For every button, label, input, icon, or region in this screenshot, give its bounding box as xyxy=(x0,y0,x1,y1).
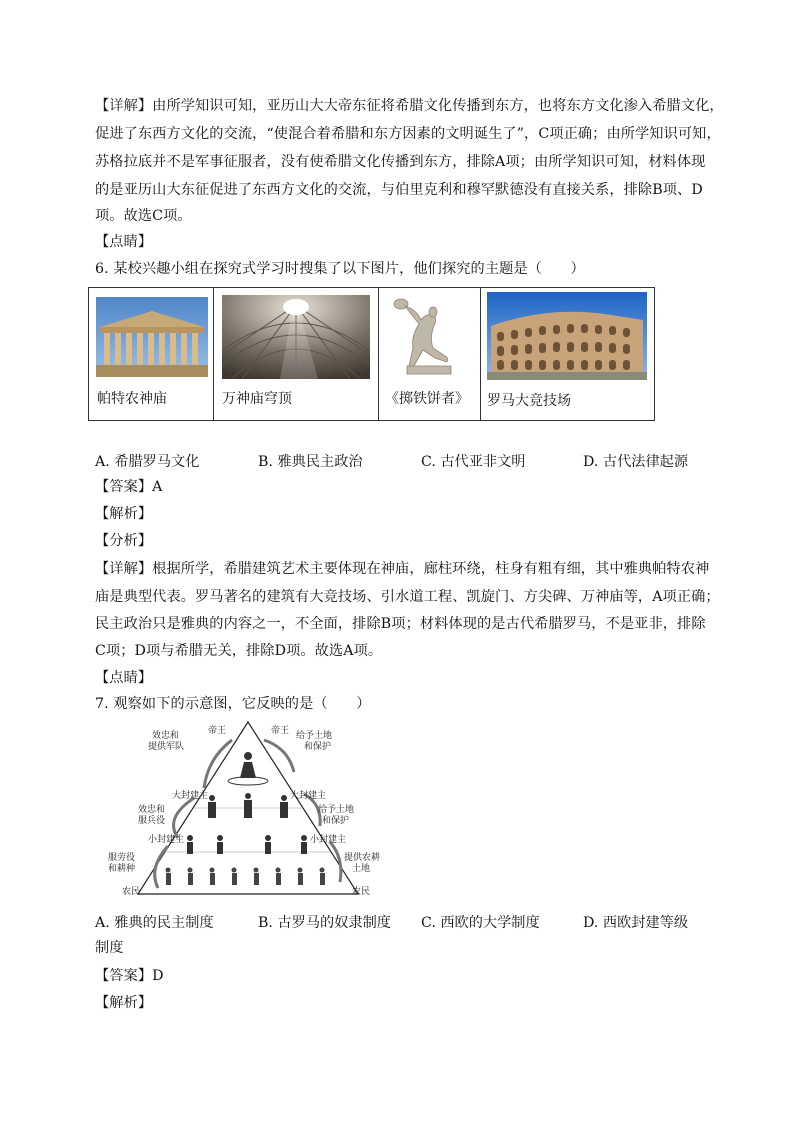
q7-stem: 7. 观察如下的示意图，它反映的是（ ） xyxy=(95,696,371,712)
q5-detail-line-4: 的是亚历山大东征促进了东西方文化的交流，与伯里克利和穆罕默德没有直接关系，排除B项、D xyxy=(95,182,703,198)
label-l1a: 效忠和 xyxy=(152,731,180,741)
q6-detail-line-1 xyxy=(95,559,709,579)
label-big-left: 大封建主 xyxy=(172,791,209,801)
q6-option-a[interactable]: A. 希腊罗马文化 xyxy=(95,454,200,470)
q6-stem: 6. 某校兴趣小组在探究式学习时搜集了以下图片，他们探究的主题是（ ） xyxy=(95,261,585,277)
label-small-left: 小封建主 xyxy=(148,835,185,845)
label-l2a: 效忠和 xyxy=(138,805,166,815)
detail-tag: 【详解】 xyxy=(95,98,153,114)
label-big-right: 大封建主 xyxy=(290,791,327,801)
caption-discobolus: 《掷铁饼者》 xyxy=(385,391,469,407)
q7-option-d-wrap: 制度 xyxy=(95,940,124,956)
q6-option-d[interactable]: D. 古代法律起源 xyxy=(583,454,689,470)
label-king-right: 帝王 xyxy=(271,726,290,736)
q5-comment-tag: 【点睛】 xyxy=(95,234,153,250)
discobolus-statue-image xyxy=(389,294,469,378)
caption-parthenon: 帕特农神庙 xyxy=(97,391,167,407)
answer-tag: 【答案】 xyxy=(95,968,153,984)
label-small-right: 小封建主 xyxy=(310,835,347,845)
picture-cell-colosseum xyxy=(481,288,654,420)
q5-detail-line-3: 苏格拉底并不是军事征服者，没有使希腊文化传播到东方，排除A项；由所学知识可知，材料体现 xyxy=(95,154,706,170)
label-l2b: 服兵役 xyxy=(138,816,166,826)
label-l3b: 和耕种 xyxy=(108,864,136,874)
picture-cell-parthenon xyxy=(89,288,214,420)
peasant-figures xyxy=(166,868,326,886)
label-king-left: 帝王 xyxy=(208,726,227,736)
q5-detail-line-5: 项。故选C项。 xyxy=(95,208,192,224)
pantheon-dome-image xyxy=(222,295,370,379)
label-peasant-right: 农民 xyxy=(352,887,371,897)
label-r1a: 给予土地 xyxy=(296,731,333,741)
q6-detail-line-3: 民主政治只是雅典的内容之一，不全面，排除B项；材料体现的是古代希腊罗马，不是亚非，排除 xyxy=(95,616,706,632)
label-r3a: 提供农耕 xyxy=(344,853,381,863)
label-r3b: 土地 xyxy=(352,864,371,874)
q6-option-b[interactable]: B. 雅典民主政治 xyxy=(258,454,363,470)
label-peasant-left: 农民 xyxy=(122,887,141,897)
great-lord-figures xyxy=(208,793,288,818)
q7-option-a[interactable]: A. 雅典的民主制度 xyxy=(95,915,214,931)
q6-analysis-tag: 【解析】 xyxy=(95,506,153,522)
detail-text: 根据所学，希腊建筑艺术主要体现在神庙，廊柱环绕，柱身有粗有细，其中雅典帕特农神 xyxy=(152,561,710,577)
picture-cell-pantheon xyxy=(214,288,379,420)
q6-answer xyxy=(95,477,163,497)
label-r2a: 给予土地 xyxy=(318,805,355,815)
q6-detail-line-2: 庙是典型代表。罗马著名的建筑有大竞技场、引水道工程、凯旋门、方尖碑、万神庙等，A项正确； xyxy=(95,589,720,605)
caption-colosseum: 罗马大竞技场 xyxy=(487,393,571,409)
q7-option-d[interactable]: D. 西欧封建等级 xyxy=(583,915,689,931)
q7-analysis-tag: 【解析】 xyxy=(95,995,153,1011)
lesser-lord-figures xyxy=(187,835,307,854)
q6-fenxi-tag: 【分析】 xyxy=(95,533,153,549)
feudal-hierarchy-diagram xyxy=(108,718,388,898)
q7-answer xyxy=(95,966,164,986)
q5-detail-line-1 xyxy=(95,96,724,116)
colosseum-image xyxy=(487,292,647,380)
king-figure xyxy=(228,752,268,785)
q6-comment-tag: 【点睛】 xyxy=(95,670,153,686)
label-r1b: 和保护 xyxy=(304,742,332,752)
answer-value: D xyxy=(152,968,164,984)
label-r2b: 和保护 xyxy=(322,816,350,826)
label-l1b: 提供军队 xyxy=(148,742,185,752)
detail-tag: 【详解】 xyxy=(95,561,153,577)
caption-pantheon: 万神庙穹顶 xyxy=(222,391,292,407)
picture-cell-discobolus xyxy=(379,288,481,420)
answer-tag: 【答案】 xyxy=(95,479,153,495)
q5-detail-line-2: 促进了东西方文化的交流，“使混合着希腊和东方因素的文明诞生了”，C项正确；由所学知识可知， xyxy=(95,126,721,142)
answer-value: A xyxy=(152,479,163,495)
q6-detail-line-4: C项；D项与希腊无关，排除D项。故选A项。 xyxy=(95,643,383,659)
q6-picture-table xyxy=(88,287,655,421)
parthenon-image xyxy=(96,297,208,377)
detail-text: 由所学知识可知，亚历山大大帝东征将希腊文化传播到东方，也将东方文化渗入希腊文化， xyxy=(152,98,724,114)
q6-option-c[interactable]: C. 古代亚非文明 xyxy=(421,454,526,470)
q7-option-b[interactable]: B. 古罗马的奴隶制度 xyxy=(258,915,391,931)
q7-option-c[interactable]: C. 西欧的大学制度 xyxy=(421,915,540,931)
label-l3a: 服劳役 xyxy=(108,853,136,863)
